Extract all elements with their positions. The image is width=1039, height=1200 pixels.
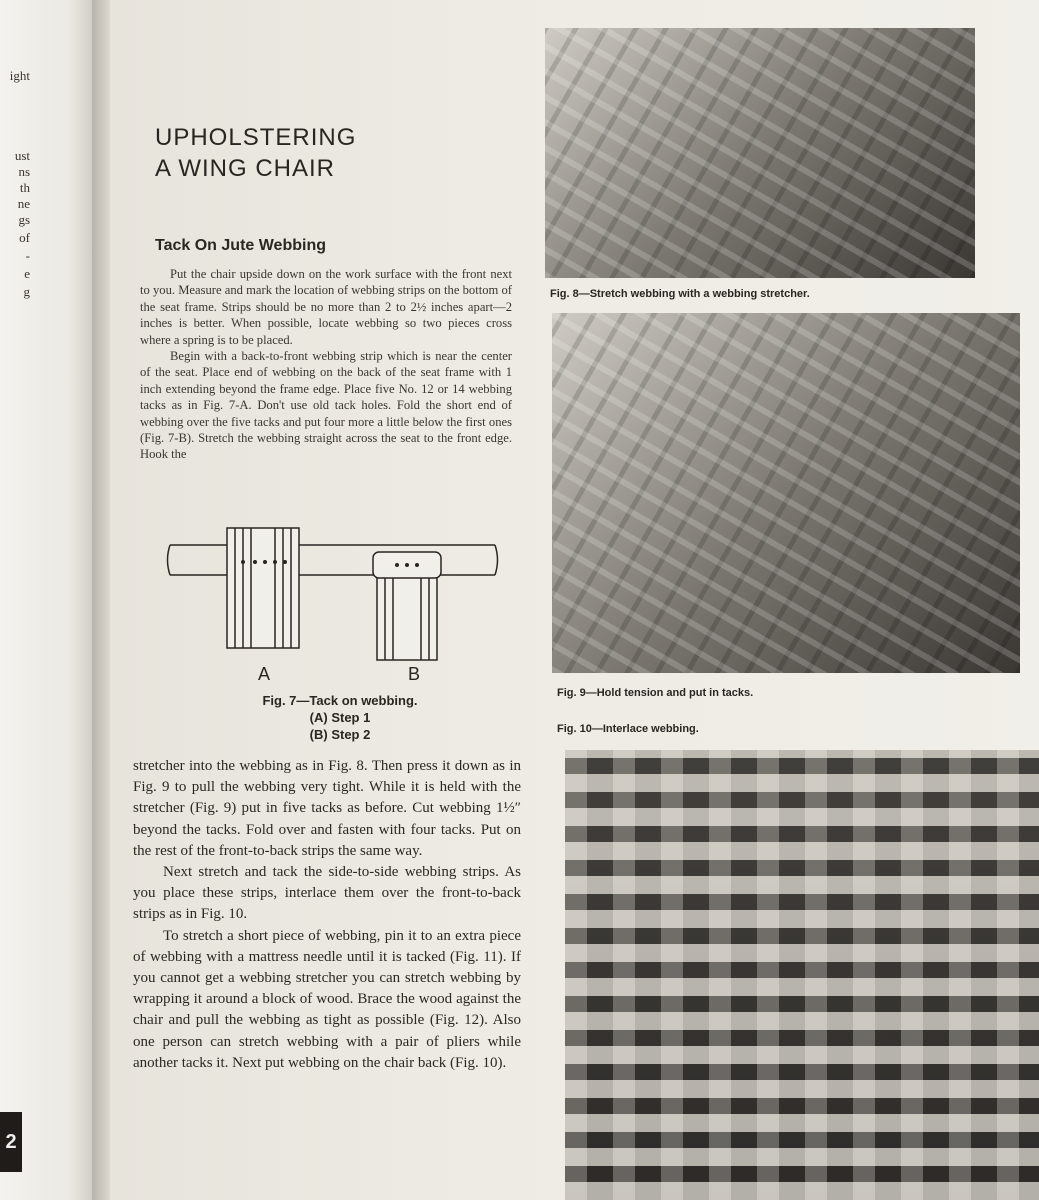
title-line: A WING CHAIR (155, 155, 336, 182)
fig8-caption: Fig. 8—Stretch webbing with a webbing stretcher. (550, 288, 810, 300)
fig7-label-a: A (258, 664, 271, 684)
page-title (155, 122, 356, 184)
fig10-caption: Fig. 10—Interlace webbing. (557, 723, 699, 735)
paragraph: stretcher into the webbing as in Fig. 8. Then press it down as in Fig. 9 to pull the webbing very tight. While it is held with the stretcher (Fig. 9) put in five tacks as before. Cut webbing 1½″ beyond the tacks. Fold over and fasten with four tacks. Put on the rest of the front-to-back strips the same way. (133, 758, 521, 859)
paragraph: To stretch a short piece of webbing, pin it to an extra piece of webbing with a mattress needle until it is tacked (Fig. 11). If you cannot get a webbing stretcher you can stretch webbing by wrapping it around a block of wood. Brace the wood against the chair and pull the webbing as tight as possible (Fig. 12). Also one person can stretch webbing with a pair of pliers while another tacks it. Next put webbing on the chair back (Fig. 10). (133, 927, 521, 1071)
text-fragment: of (19, 230, 30, 245)
text-fragment: e (24, 266, 30, 281)
body-text-bottom (133, 756, 521, 1074)
text-fragment: gs (18, 212, 30, 227)
fig7-label-b: B (408, 664, 421, 684)
paragraph: Next stretch and tack the side-to-side webbing strips. As you place these strips, interlace them over the front-to-back strips as in Fig. 10. (133, 864, 521, 923)
text-fragment: ight (9, 68, 30, 83)
fig7-diagram (165, 520, 515, 685)
text-fragment: g (23, 284, 30, 299)
text-fragment: th (19, 180, 30, 195)
caption-line: (A) Step 1 (309, 710, 371, 725)
fig9-caption: Fig. 9—Hold tension and put in tacks. (557, 687, 754, 699)
text-fragment: ust (14, 148, 30, 163)
paragraph: Put the chair upside down on the work surface with the front next to you. Measure and mark the location of webbing strips on the bottom of the seat frame. Strips should be no more than 2 to 2½ inches apart—2 inches is better. When possible, locate webbing so two pieces cross where a spring is to be placed. (140, 267, 512, 347)
previous-page-edge (0, 0, 100, 1200)
paragraph: Begin with a back-to-front webbing strip which is near the center of the seat. Place end of webbing on the back of the seat frame with 1 inch extending beyond the frame edge. Place five No. 12 or 14 webbing tacks as in Fig. 7-A. Don't use old tack holes. Fold the short end of webbing over the five tacks and put four more a little below the first ones (Fig. 7-B). Stretch the webbing straight across the seat to the front edge. Hook the (140, 349, 512, 462)
fig7-caption (240, 692, 440, 743)
fig9-photo (552, 313, 1020, 673)
caption-line: Fig. 7—Tack on webbing. (262, 693, 418, 708)
body-text-top (140, 266, 512, 463)
caption-line: (B) Step 2 (309, 727, 371, 742)
text-fragment: - (25, 248, 30, 263)
fig10-photo (565, 750, 1039, 1200)
text-fragment: ns (18, 164, 30, 179)
section-heading: Tack On Jute Webbing (155, 237, 326, 254)
page-number-badge: 2 (0, 1112, 22, 1172)
text-fragment: ne (17, 196, 30, 211)
fig8-photo (545, 28, 975, 278)
title-line: UPHOLSTERING (155, 124, 357, 151)
